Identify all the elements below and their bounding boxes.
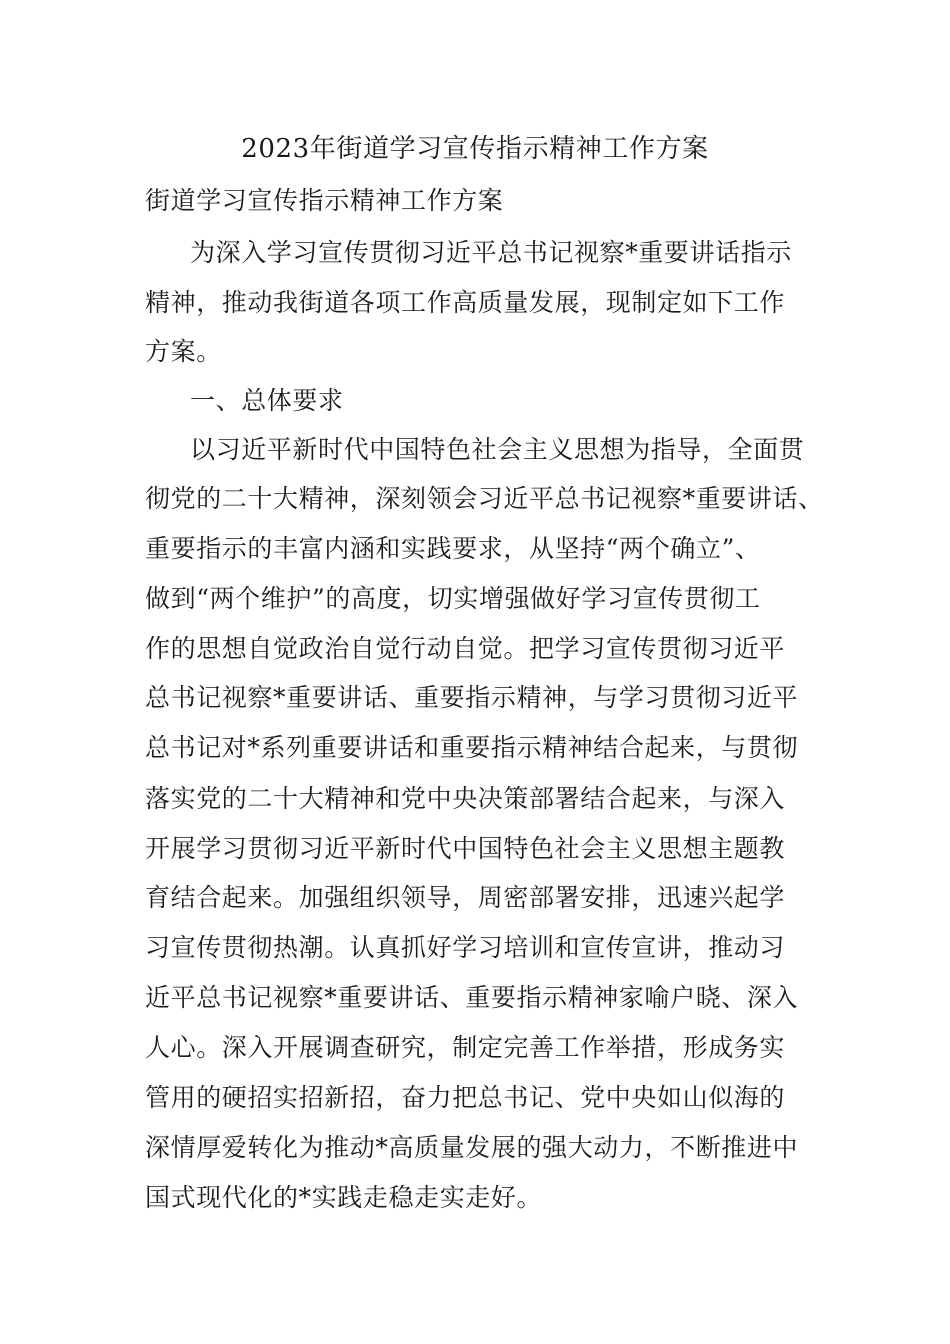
- intro-line: 为深入学习宣传贯彻习近平总书记视察*重要讲话指示: [190, 238, 792, 267]
- document-subtitle: 街道学习宣传指示精神工作方案: [145, 186, 504, 215]
- section-line: 以习近平新时代中国特色社会主义思想为指导，全面贯: [190, 435, 805, 464]
- section-line: 落实党的二十大精神和党中央决策部署结合起来，与深入: [145, 784, 786, 813]
- section-heading: 一、总体要求: [190, 386, 344, 415]
- section-line: 重要指示的丰富内涵和实践要求，从坚持“两个确立”、: [145, 534, 761, 563]
- section-line: 作的思想自觉政治自觉行动自觉。把学习宣传贯彻习近平: [145, 634, 786, 663]
- section-line: 总书记视察*重要讲话、重要指示精神，与学习贯彻习近平: [145, 683, 799, 712]
- section-line: 彻党的二十大精神，深刻领会习近平总书记视察*重要讲话、: [145, 484, 824, 513]
- intro-line: 精神，推动我街道各项工作高质量发展，现制定如下工作: [145, 288, 786, 317]
- section-line: 管用的硬招实招新招，奋力把总书记、党中央如山似海的: [145, 1083, 786, 1112]
- section-line: 人心。深入开展调查研究，制定完善工作举措，形成务实: [145, 1033, 786, 1062]
- section-line: 近平总书记视察*重要讲话、重要指示精神家喻户晓、深入: [145, 983, 799, 1012]
- section-line: 国式现代化的*实践走稳走实走好。: [145, 1183, 543, 1212]
- section-line: 育结合起来。加强组织领导，周密部署安排，迅速兴起学: [145, 883, 786, 912]
- section-line: 深情厚爱转化为推动*高质量发展的强大动力，不断推进中: [145, 1133, 799, 1162]
- document-title: 2023年街道学习宣传指示精神工作方案: [241, 134, 709, 164]
- intro-line: 方案。: [145, 337, 222, 366]
- section-line: 做到“两个维护”的高度，切实增强做好学习宣传贯彻工: [145, 584, 761, 613]
- section-line: 总书记对*系列重要讲话和重要指示精神结合起来，与贯彻: [145, 733, 799, 762]
- section-line: 习宣传贯彻热潮。认真抓好学习培训和宣传宣讲，推动习: [145, 933, 786, 962]
- section-line: 开展学习贯彻习近平新时代中国特色社会主义思想主题教: [145, 834, 786, 863]
